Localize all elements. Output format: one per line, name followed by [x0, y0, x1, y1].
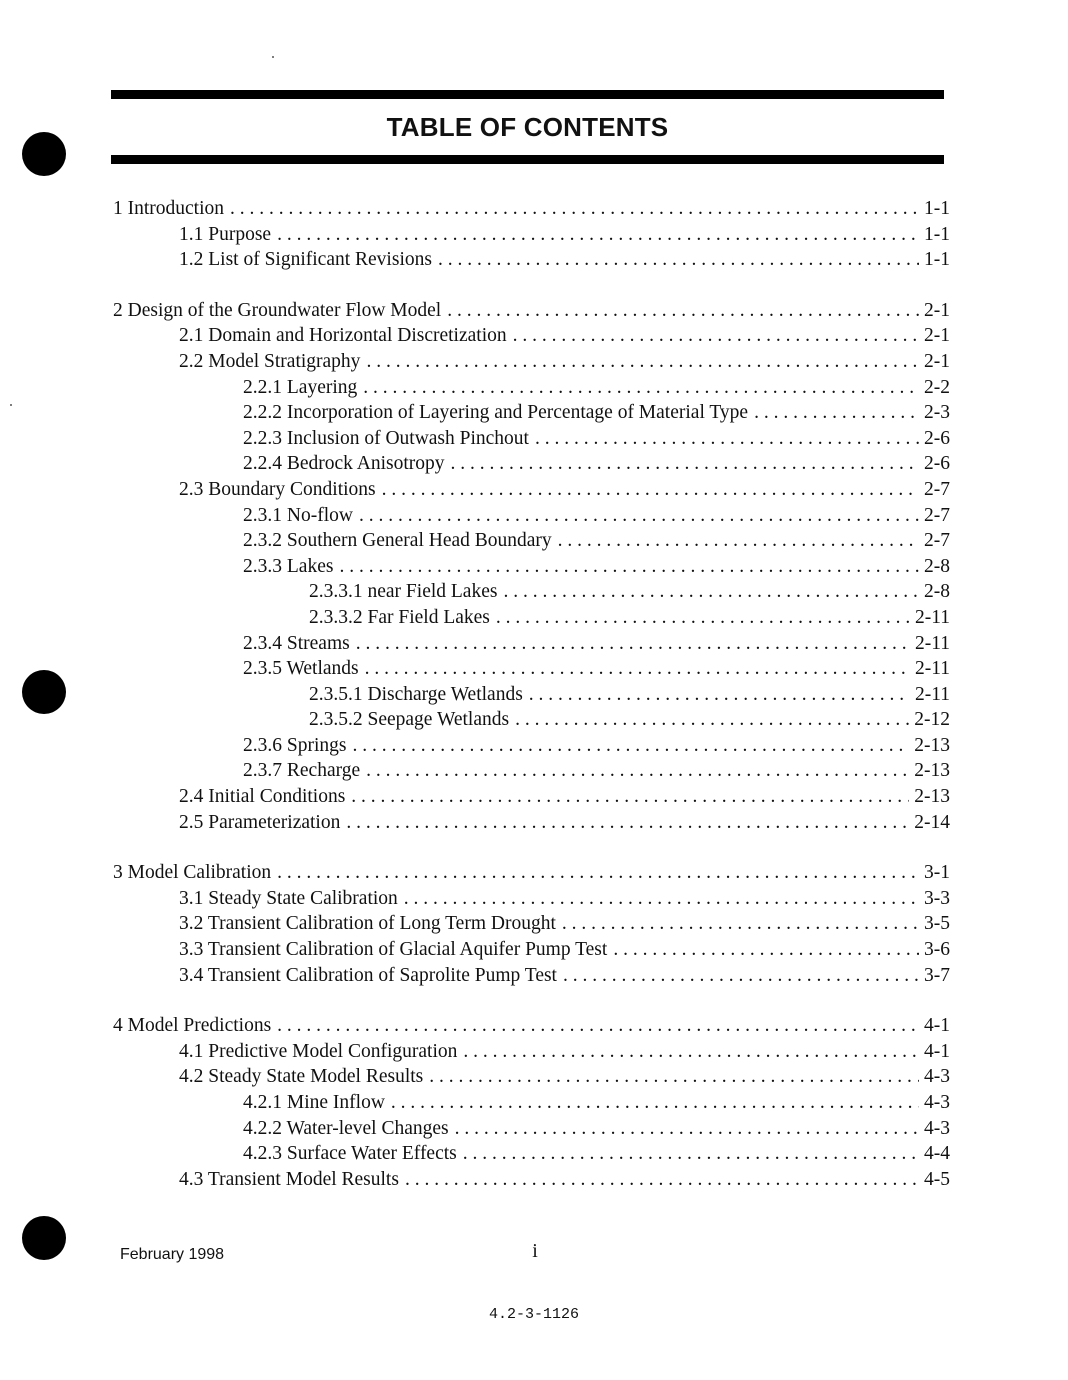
toc-entry [113, 1039, 950, 1065]
toc-entry-title: 4.2 Steady State Model Results [179, 1066, 424, 1088]
toc-entry [113, 1141, 950, 1167]
toc-entry-page: 2-14 [914, 811, 950, 833]
toc-entry-title: 2 Design of the Groundwater Flow Model [113, 299, 442, 321]
toc-entry-title: 4 Model Predictions [113, 1015, 272, 1037]
toc-entry [113, 196, 950, 222]
toc-section [113, 298, 950, 835]
toc-entry-page: 2-7 [924, 530, 950, 552]
dot-leader [529, 682, 910, 708]
dot-leader [754, 400, 919, 426]
toc-entry [113, 222, 950, 248]
toc-entry [113, 682, 950, 708]
toc-entry [113, 503, 950, 529]
dot-leader [558, 528, 919, 554]
toc-entry-title: 3.1 Steady State Calibration [179, 887, 398, 909]
toc-entry-page: 1-1 [924, 249, 950, 271]
dot-leader [277, 222, 919, 248]
toc-entry-page: 2-6 [924, 453, 950, 475]
toc-section [113, 860, 950, 988]
toc-entry [113, 784, 950, 810]
toc-entry-title: 2.3.3 Lakes [243, 555, 334, 577]
toc-entry-page: 2-8 [924, 555, 950, 577]
dot-leader [359, 503, 919, 529]
toc-entry [113, 375, 950, 401]
toc-entry-page: 2-11 [914, 683, 950, 705]
table-of-contents [113, 196, 950, 1217]
toc-entry-title: 2.3.3.1 near Field Lakes [309, 581, 498, 603]
toc-entry-title: 2.3 Boundary Conditions [179, 478, 376, 500]
toc-entry-title: 2.2.4 Bedrock Anisotropy [243, 453, 445, 475]
toc-entry-page: 2-11 [914, 606, 950, 628]
toc-section [113, 1013, 950, 1192]
toc-entry-page: 2-8 [924, 581, 950, 603]
dot-leader [352, 733, 909, 759]
dot-leader [382, 477, 919, 503]
dot-leader [391, 1090, 919, 1116]
dot-leader [613, 937, 919, 963]
toc-entry-page: 1-1 [924, 223, 950, 245]
toc-entry [113, 426, 950, 452]
dot-leader [405, 1167, 919, 1193]
toc-entry [113, 554, 950, 580]
toc-entry [113, 733, 950, 759]
scan-speck [10, 404, 12, 406]
document-id: 4.2-3-1126 [488, 1306, 579, 1323]
toc-entry-page: 2-1 [924, 350, 950, 372]
toc-entry-page: 3-7 [924, 964, 950, 986]
dot-leader [277, 860, 919, 886]
toc-entry-title: 3.4 Transient Calibration of Saprolite Pump Test [179, 964, 557, 986]
dot-leader [463, 1141, 919, 1167]
toc-entry-page: 3-1 [924, 862, 950, 884]
toc-entry-page: 4-5 [924, 1168, 950, 1190]
dot-leader [365, 656, 910, 682]
toc-entry-page: 2-13 [914, 760, 950, 782]
toc-entry-title: 1.2 List of Significant Revisions [179, 249, 432, 271]
toc-entry-page: 2-11 [914, 632, 950, 654]
toc-entry-title: 2.3.5.1 Discharge Wetlands [309, 683, 523, 705]
toc-entry-title: 2.3.6 Springs [243, 734, 347, 756]
dot-leader [503, 579, 919, 605]
toc-entry [113, 656, 950, 682]
toc-entry [113, 1167, 950, 1193]
toc-entry-title: 2.4 Initial Conditions [179, 786, 346, 808]
dot-leader [455, 1116, 919, 1142]
dot-leader [429, 1064, 919, 1090]
toc-entry-title: 2.3.2 Southern General Head Boundary [243, 530, 552, 552]
title-rule-top [111, 90, 944, 99]
dot-leader [404, 886, 919, 912]
toc-entry-page: 2-13 [914, 734, 950, 756]
dot-leader [535, 426, 919, 452]
dot-leader [346, 810, 909, 836]
toc-entry [113, 758, 950, 784]
toc-entry [113, 886, 950, 912]
toc-entry-title: 2.2 Model Stratigraphy [179, 350, 361, 372]
toc-entry [113, 400, 950, 426]
toc-entry-title: 2.2.2 Incorporation of Layering and Percentage of Material Type [243, 402, 749, 424]
toc-entry-title: 3 Model Calibration [113, 862, 272, 884]
toc-entry [113, 579, 950, 605]
toc-entry [113, 860, 950, 886]
dot-leader [230, 196, 919, 222]
toc-entry-title: 2.3.5.2 Seepage Wetlands [309, 709, 510, 731]
toc-entry-page: 2-1 [924, 325, 950, 347]
dot-leader [277, 1013, 919, 1039]
toc-entry [113, 1013, 950, 1039]
dot-leader [563, 963, 919, 989]
toc-entry-page: 4-3 [924, 1066, 950, 1088]
dot-leader [438, 247, 919, 273]
toc-entry-page: 1-1 [924, 198, 950, 219]
toc-entry-title: 2.3.5 Wetlands [243, 658, 359, 680]
toc-entry-title: 3.2 Transient Calibration of Long Term Drought [179, 913, 556, 935]
dot-leader [366, 349, 919, 375]
dot-leader [447, 298, 919, 324]
toc-entry [113, 477, 950, 503]
toc-entry-title: 4.1 Predictive Model Configuration [179, 1040, 458, 1062]
toc-entry-title: 4.2.2 Water-level Changes [243, 1117, 449, 1139]
toc-entry-page: 2-12 [914, 709, 950, 731]
dot-leader [363, 375, 919, 401]
toc-entry [113, 247, 950, 273]
dot-leader [339, 554, 919, 580]
binder-hole-middle [22, 670, 66, 714]
toc-entry [113, 323, 950, 349]
scan-speck [272, 56, 274, 58]
toc-entry-title: 4.2.1 Mine Inflow [243, 1092, 385, 1113]
toc-entry-page: 2-7 [924, 478, 950, 500]
toc-entry-page: 4-3 [924, 1117, 950, 1139]
toc-entry [113, 605, 950, 631]
toc-entry-title: 3.3 Transient Calibration of Glacial Aquifer Pump Test [179, 939, 608, 961]
toc-entry-page: 3-6 [924, 939, 950, 961]
toc-entry-page: 4-1 [924, 1015, 950, 1037]
toc-entry [113, 810, 950, 836]
toc-section [113, 196, 950, 273]
footer-date: February 1998 [120, 1246, 225, 1263]
toc-entry [113, 1116, 950, 1142]
dot-leader [351, 784, 909, 810]
toc-entry-page: 2-13 [914, 786, 950, 808]
page-title: TABLE OF CONTENTS [386, 112, 669, 142]
toc-entry [113, 911, 950, 937]
toc-entry-page: 2-2 [924, 376, 950, 398]
dot-leader [356, 631, 910, 657]
toc-entry-title: 2.2.3 Inclusion of Outwash Pinchout [243, 427, 529, 449]
toc-entry [113, 451, 950, 477]
toc-entry-title: 2.2.1 Layering [243, 376, 358, 398]
toc-entry [113, 631, 950, 657]
toc-entry-page: 3-3 [924, 887, 950, 909]
toc-entry [113, 349, 950, 375]
toc-entry-page: 2-6 [924, 427, 950, 449]
binder-hole-top [22, 132, 66, 176]
toc-entry-title: 1.1 Purpose [179, 223, 272, 245]
binder-hole-bottom [22, 1216, 66, 1260]
toc-entry-title: 2.5 Parameterization [179, 811, 341, 833]
toc-entry [113, 963, 950, 989]
toc-entry-title: 2.3.3.2 Far Field Lakes [309, 606, 490, 628]
toc-entry-title: 2.3.7 Recharge [243, 760, 361, 782]
toc-entry-page: 4-1 [924, 1040, 950, 1062]
toc-entry-title: 2.1 Domain and Horizontal Discretization [179, 325, 507, 347]
toc-entry [113, 1090, 950, 1116]
toc-entry-title: 2.3.1 No-flow [243, 504, 353, 526]
toc-entry-page: 4-3 [924, 1092, 950, 1113]
toc-entry-title: 1 Introduction [113, 198, 225, 219]
toc-entry-title: 4.3 Transient Model Results [179, 1168, 399, 1190]
dot-leader [463, 1039, 919, 1065]
toc-entry-title: 4.2.3 Surface Water Effects [243, 1143, 457, 1165]
toc-entry [113, 298, 950, 324]
dot-leader [515, 707, 909, 733]
title-rule-bottom [111, 155, 944, 164]
dot-leader [366, 758, 909, 784]
toc-entry-page: 2-3 [924, 402, 950, 424]
toc-entry-page: 2-1 [924, 299, 950, 321]
toc-entry-page: 2-7 [924, 504, 950, 526]
toc-entry [113, 1064, 950, 1090]
dot-leader [562, 911, 919, 937]
toc-entry-page: 4-4 [924, 1143, 950, 1165]
toc-entry [113, 707, 950, 733]
toc-entry-page: 3-5 [924, 913, 950, 935]
toc-entry [113, 528, 950, 554]
toc-entry-page: 2-11 [914, 658, 950, 680]
dot-leader [450, 451, 919, 477]
dot-leader [496, 605, 910, 631]
dot-leader [513, 323, 919, 349]
page-number: i [532, 1240, 538, 1262]
toc-entry [113, 937, 950, 963]
toc-entry-title: 2.3.4 Streams [243, 632, 350, 654]
